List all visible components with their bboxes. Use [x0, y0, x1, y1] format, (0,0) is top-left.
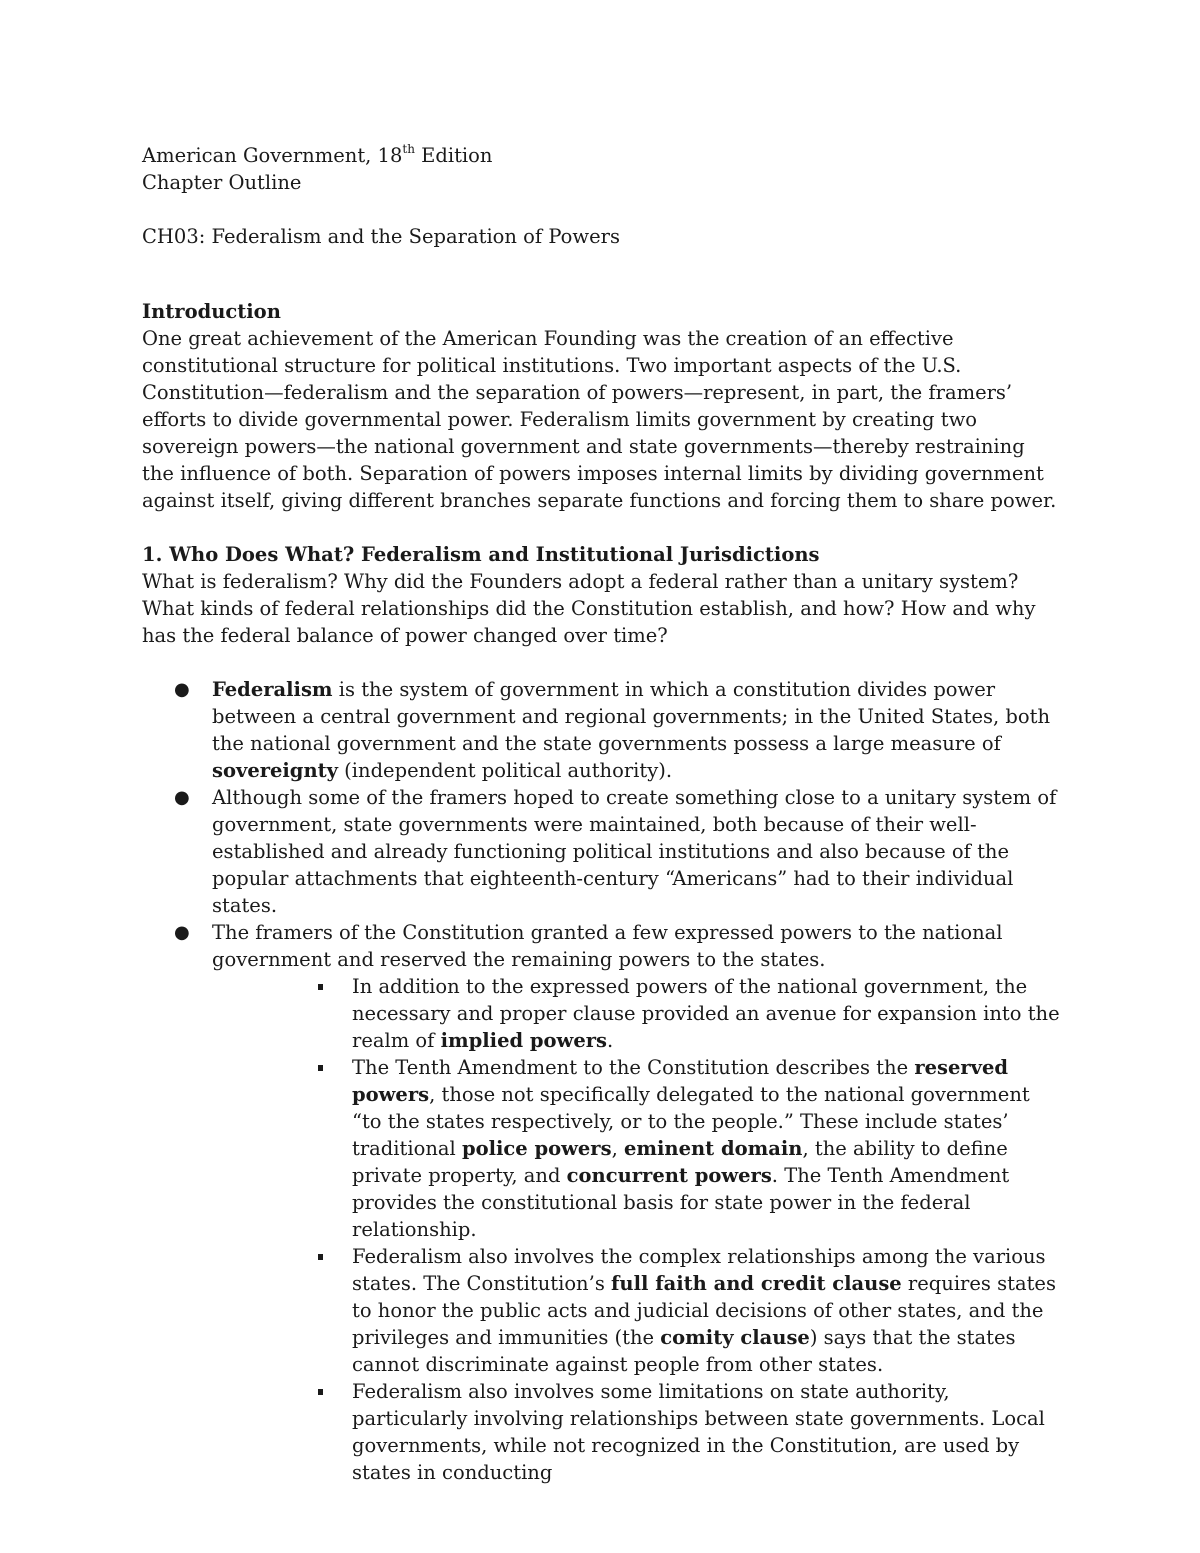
sub-list-item: Federalism also involves the complex relationships among the various states. The Constitution’s full faith and credit clause requires states to honor the public acts and judicial decisions of other states, and the privileges and immunities (the comity clause) says that the states cannot discriminate against people from other states. [142, 1243, 1060, 1378]
section-questions: What is federalism? Why did the Founders adopt a federal rather than a unitary system? What kinds of federal relationships did the Constitution establish, and how? How and why has the federal balance of power changed over time? [142, 570, 1036, 647]
list-item: ● The framers of the Constitution granted a few expressed powers to the national government and reserved the remaining powers to the states. In addition to the expressed powers of the national government, the necessary and proper clause provided an avenue for expansion into the realm of implied powers. The Tenth Amendment to the Constitution describes the reserved powers, those not specifically delegated to the national government “to the states respectively, or to the people.” These include states’ traditional police powers, eminent domain, the ability to define private property, and concurrent powers. The Tenth Amendment provides the constitutional basis for state power in the federal relationship. Federalism also involves the complex relationships among the various states. The Constitution’s full faith and credit clause requires states to honor the public acts and judicial decisions of other states, and the privileges and immunities (the comity clause) says that the states cannot discriminate against people from other states. Federalism also involves some limitations on state authority, particularly involving relationships between state governments. Local governments, while not recognized in the Constitution, are used by states in conducting [142, 919, 1060, 1486]
superscript: th [402, 141, 415, 156]
section-heading: 1. Who Does What? Federalism and Institutional Jurisdictions [142, 543, 820, 566]
list-item: ● Federalism is the system of government in which a constitution divides power between a central government and regional governments; in the United States, both the national government and the state governments possess a large measure of sovereignty (independent political authority). [174, 678, 1051, 782]
square-bullet-icon [318, 1065, 323, 1071]
square-bullet-icon [318, 1389, 323, 1395]
bullet-icon: ● [174, 787, 190, 808]
bullet-icon: ● [174, 679, 190, 700]
spacer [142, 250, 1060, 298]
intro-heading: Introduction [142, 300, 281, 323]
bullet-list [142, 676, 1060, 1486]
spacer [142, 649, 1060, 676]
sub-list-item: The Tenth Amendment to the Constitution describes the reserved powers, those not specifically delegated to the national government “to the states respectively, or to the people.” These include states’ traditional police powers, eminent domain, the ability to define private property, and concurrent powers. The Tenth Amendment provides the constitutional basis for state power in the federal relationship. [142, 1054, 1060, 1243]
square-bullet-icon [318, 984, 323, 990]
intro-paragraph: One great achievement of the American Founding was the creation of an effective constitutional structure for political institutions. Two important aspects of the U.S. Constitution—federalism and the separation of powers—represent, in part, the framers’ efforts to divide governmental power. Federalism limits government by creating two sovereign powers—the national government and state governments—thereby restraining the influence of both. Separation of powers imposes internal limits by dividing government against itself, giving different branches separate functions and forcing them to share power. [142, 327, 1057, 512]
spacer [142, 514, 1060, 541]
spacer [142, 196, 1060, 223]
sub-list-item: In addition to the expressed powers of the national government, the necessary and proper clause provided an avenue for expansion into the realm of implied powers. [142, 973, 1060, 1054]
document-body [142, 142, 1060, 1486]
sub-list-wrapper [142, 973, 1060, 1486]
chapter-title: CH03: Federalism and the Separation of Powers [142, 225, 620, 248]
list-item: ● Although some of the framers hoped to create something close to a unitary system of government, state governments were maintained, both because of their well-established and already functioning political institutions and also because of the popular attachments that eighteenth-century “Americans” had to their individual states. [174, 786, 1057, 917]
book-title: American Government, 18th Edition [142, 141, 493, 167]
square-bullet-icon [318, 1254, 323, 1260]
sub-bullet-list [142, 973, 1060, 1486]
bullet-icon: ● [174, 922, 190, 943]
subtitle: Chapter Outline [142, 171, 302, 194]
sub-list-item: Federalism also involves some limitations on state authority, particularly involving relationships between state governments. Local governments, while not recognized in the Constitution, are used by states in conducting [142, 1378, 1060, 1486]
